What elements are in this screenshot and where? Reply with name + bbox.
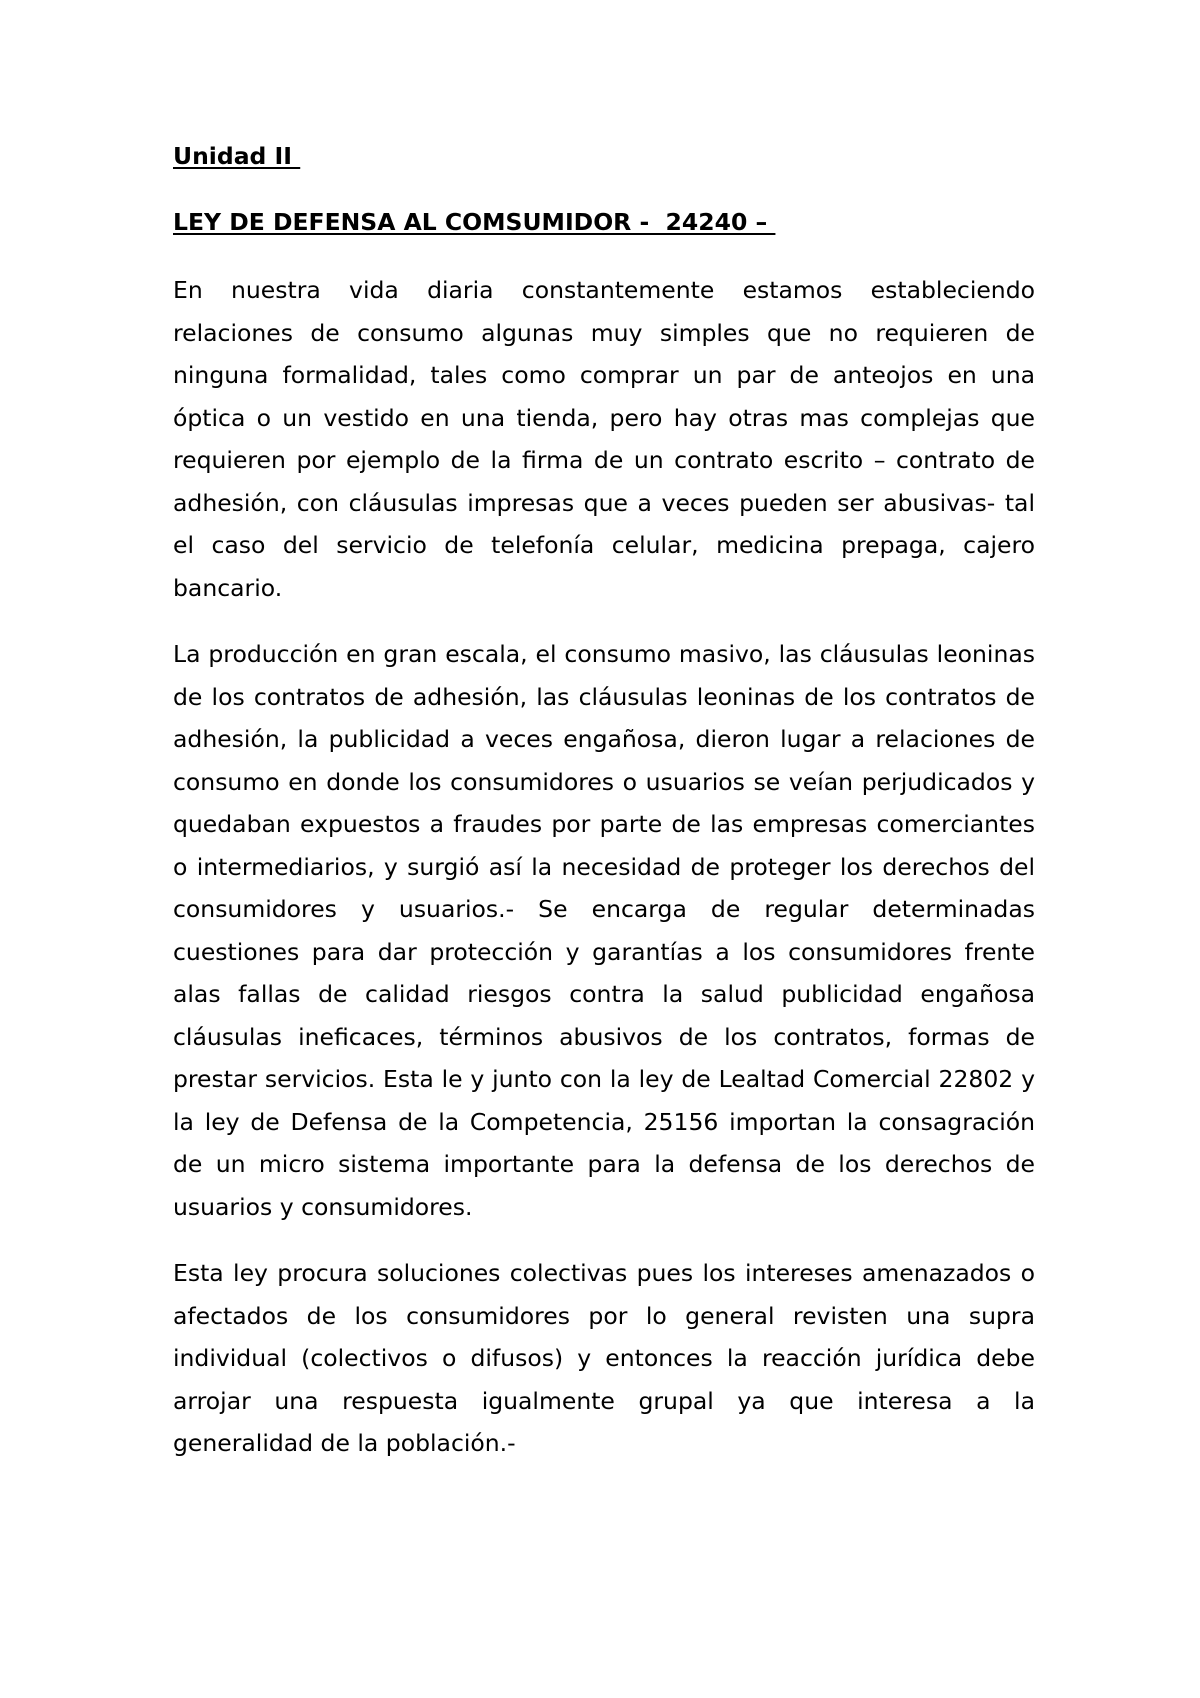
law-title: LEY DE DEFENSA AL COMSUMIDOR - 24240 – bbox=[173, 208, 776, 236]
paragraph-mass-production: La producción en gran escala, el consumo masivo, las cláusulas leoninas de los contratos de adhesión, las cláusulas leoninas de los contratos de adhesión, la publicidad a veces engañosa, dieron lugar a relaciones de consumo en donde los consumidores o usuarios se veían perjudicados y quedaban expuestos a fraudes por parte de las empresas comerciantes o intermediarios, y surgió así la necesidad de proteger los derechos del consumidores y usuarios.- Se encarga de regular determinadas cuestiones para dar protección y garantías a los consumidores frente alas fallas de calidad riesgos contra la salud publicidad engañosa cláusulas ineficaces, términos abusivos de los contratos, formas de prestar servicios. Esta le y junto con la ley de Lealtad Comercial 22802 y la ley de Defensa de la Competencia, 25156 importan la consagración de un micro sistema importante para la defensa de los derechos de usuarios y consumidores. bbox=[173, 640, 1035, 1221]
unit-title: Unidad II bbox=[173, 142, 301, 170]
paragraph-intro: En nuestra vida diaria constantemente estamos estableciendo relaciones de consumo algunas muy simples que no requieren de ninguna formalidad, tales como comprar un par de anteojos en una óptica o un vestido en una tienda, pero hay otras mas complejas que requieren por ejemplo de la firma de un contrato escrito – contrato de adhesión, con cláusulas impresas que a veces pueden ser abusivas- tal el caso del servicio de telefonía celular, medicina prepaga, cajero bancario. bbox=[173, 276, 1035, 602]
document-page bbox=[173, 141, 1035, 1489]
paragraph-collective-solutions: Esta ley procura soluciones colectivas pues los intereses amenazados o afectados de los consumidores por lo general revisten una supra individual (colectivos o difusos) y entonces la reacción jurídica debe arrojar una respuesta igualmente grupal ya que interesa a la generalidad de la población.- bbox=[173, 1259, 1035, 1457]
